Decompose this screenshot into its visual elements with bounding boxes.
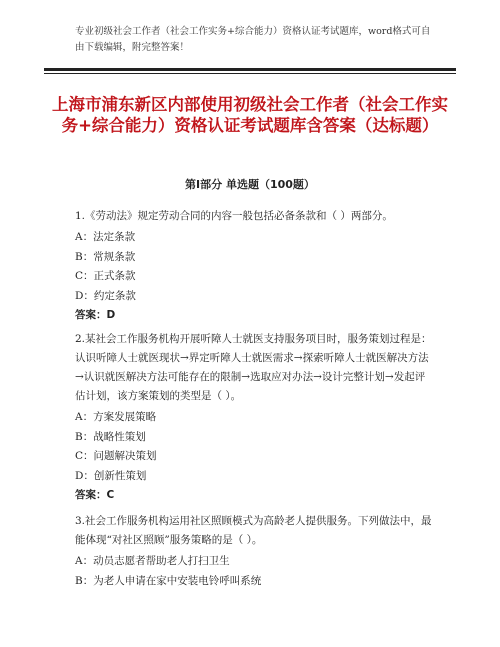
option-c: C：正式条款 bbox=[75, 270, 136, 282]
header-note: 专业初级社会工作者（社会工作实务+综合能力）资格认证考试题库，word格式可自由下载编辑，附完整答案！ bbox=[75, 26, 431, 53]
option-b: B：为老人申请在家中安装电铃呼叫系统 bbox=[75, 574, 262, 587]
option-b: B：常规条款 bbox=[75, 250, 136, 263]
question-stem: 1.《劳动法》规定劳动合同的内容一般包括必备条款和（ ）两部分。 bbox=[75, 210, 393, 222]
question-1 bbox=[75, 207, 435, 325]
option-d: D：创新性策划 bbox=[75, 469, 147, 482]
header-divider-thick bbox=[44, 68, 456, 71]
question-3 bbox=[75, 512, 435, 591]
header-divider-thin bbox=[44, 73, 456, 74]
option-b: B：战略性策划 bbox=[75, 430, 146, 443]
option-a: A：动员志愿者帮助老人打扫卫生 bbox=[75, 555, 230, 567]
option-a: A：法定条款 bbox=[75, 231, 136, 243]
option-c: C：问题解决策划 bbox=[75, 450, 157, 462]
option-a: A：方案发展策略 bbox=[75, 411, 157, 423]
answer: 答案：C bbox=[75, 489, 115, 501]
section-heading: 第Ⅰ部分 单选题（100题） bbox=[185, 178, 315, 191]
question-stem: 2.某社会工作服务机构开展听障人士就医支持服务项目时，服务策划过程是：认识听障人士就医现状→界定听障人士就医需求→探索听障人士就医解决方法→认识就医解决方法可能存在的限制→选取应对办法→设计完整计划→发起评估计划，该方案策划的类型是（ ）。 bbox=[75, 333, 432, 402]
option-d: D：约定条款 bbox=[75, 289, 136, 302]
document-title: 上海市浦东新区内部使用初级社会工作者（社会工作实务+综合能力）资格认证考试题库含答案（达标题） bbox=[52, 95, 448, 135]
question-2 bbox=[75, 330, 435, 505]
question-stem: 3.社会工作服务机构运用社区照顾模式为高龄老人提供服务。下列做法中，最能体现“对社区照顾”服务策略的是（ ）。 bbox=[75, 515, 432, 546]
answer: 答案：D bbox=[75, 309, 116, 321]
